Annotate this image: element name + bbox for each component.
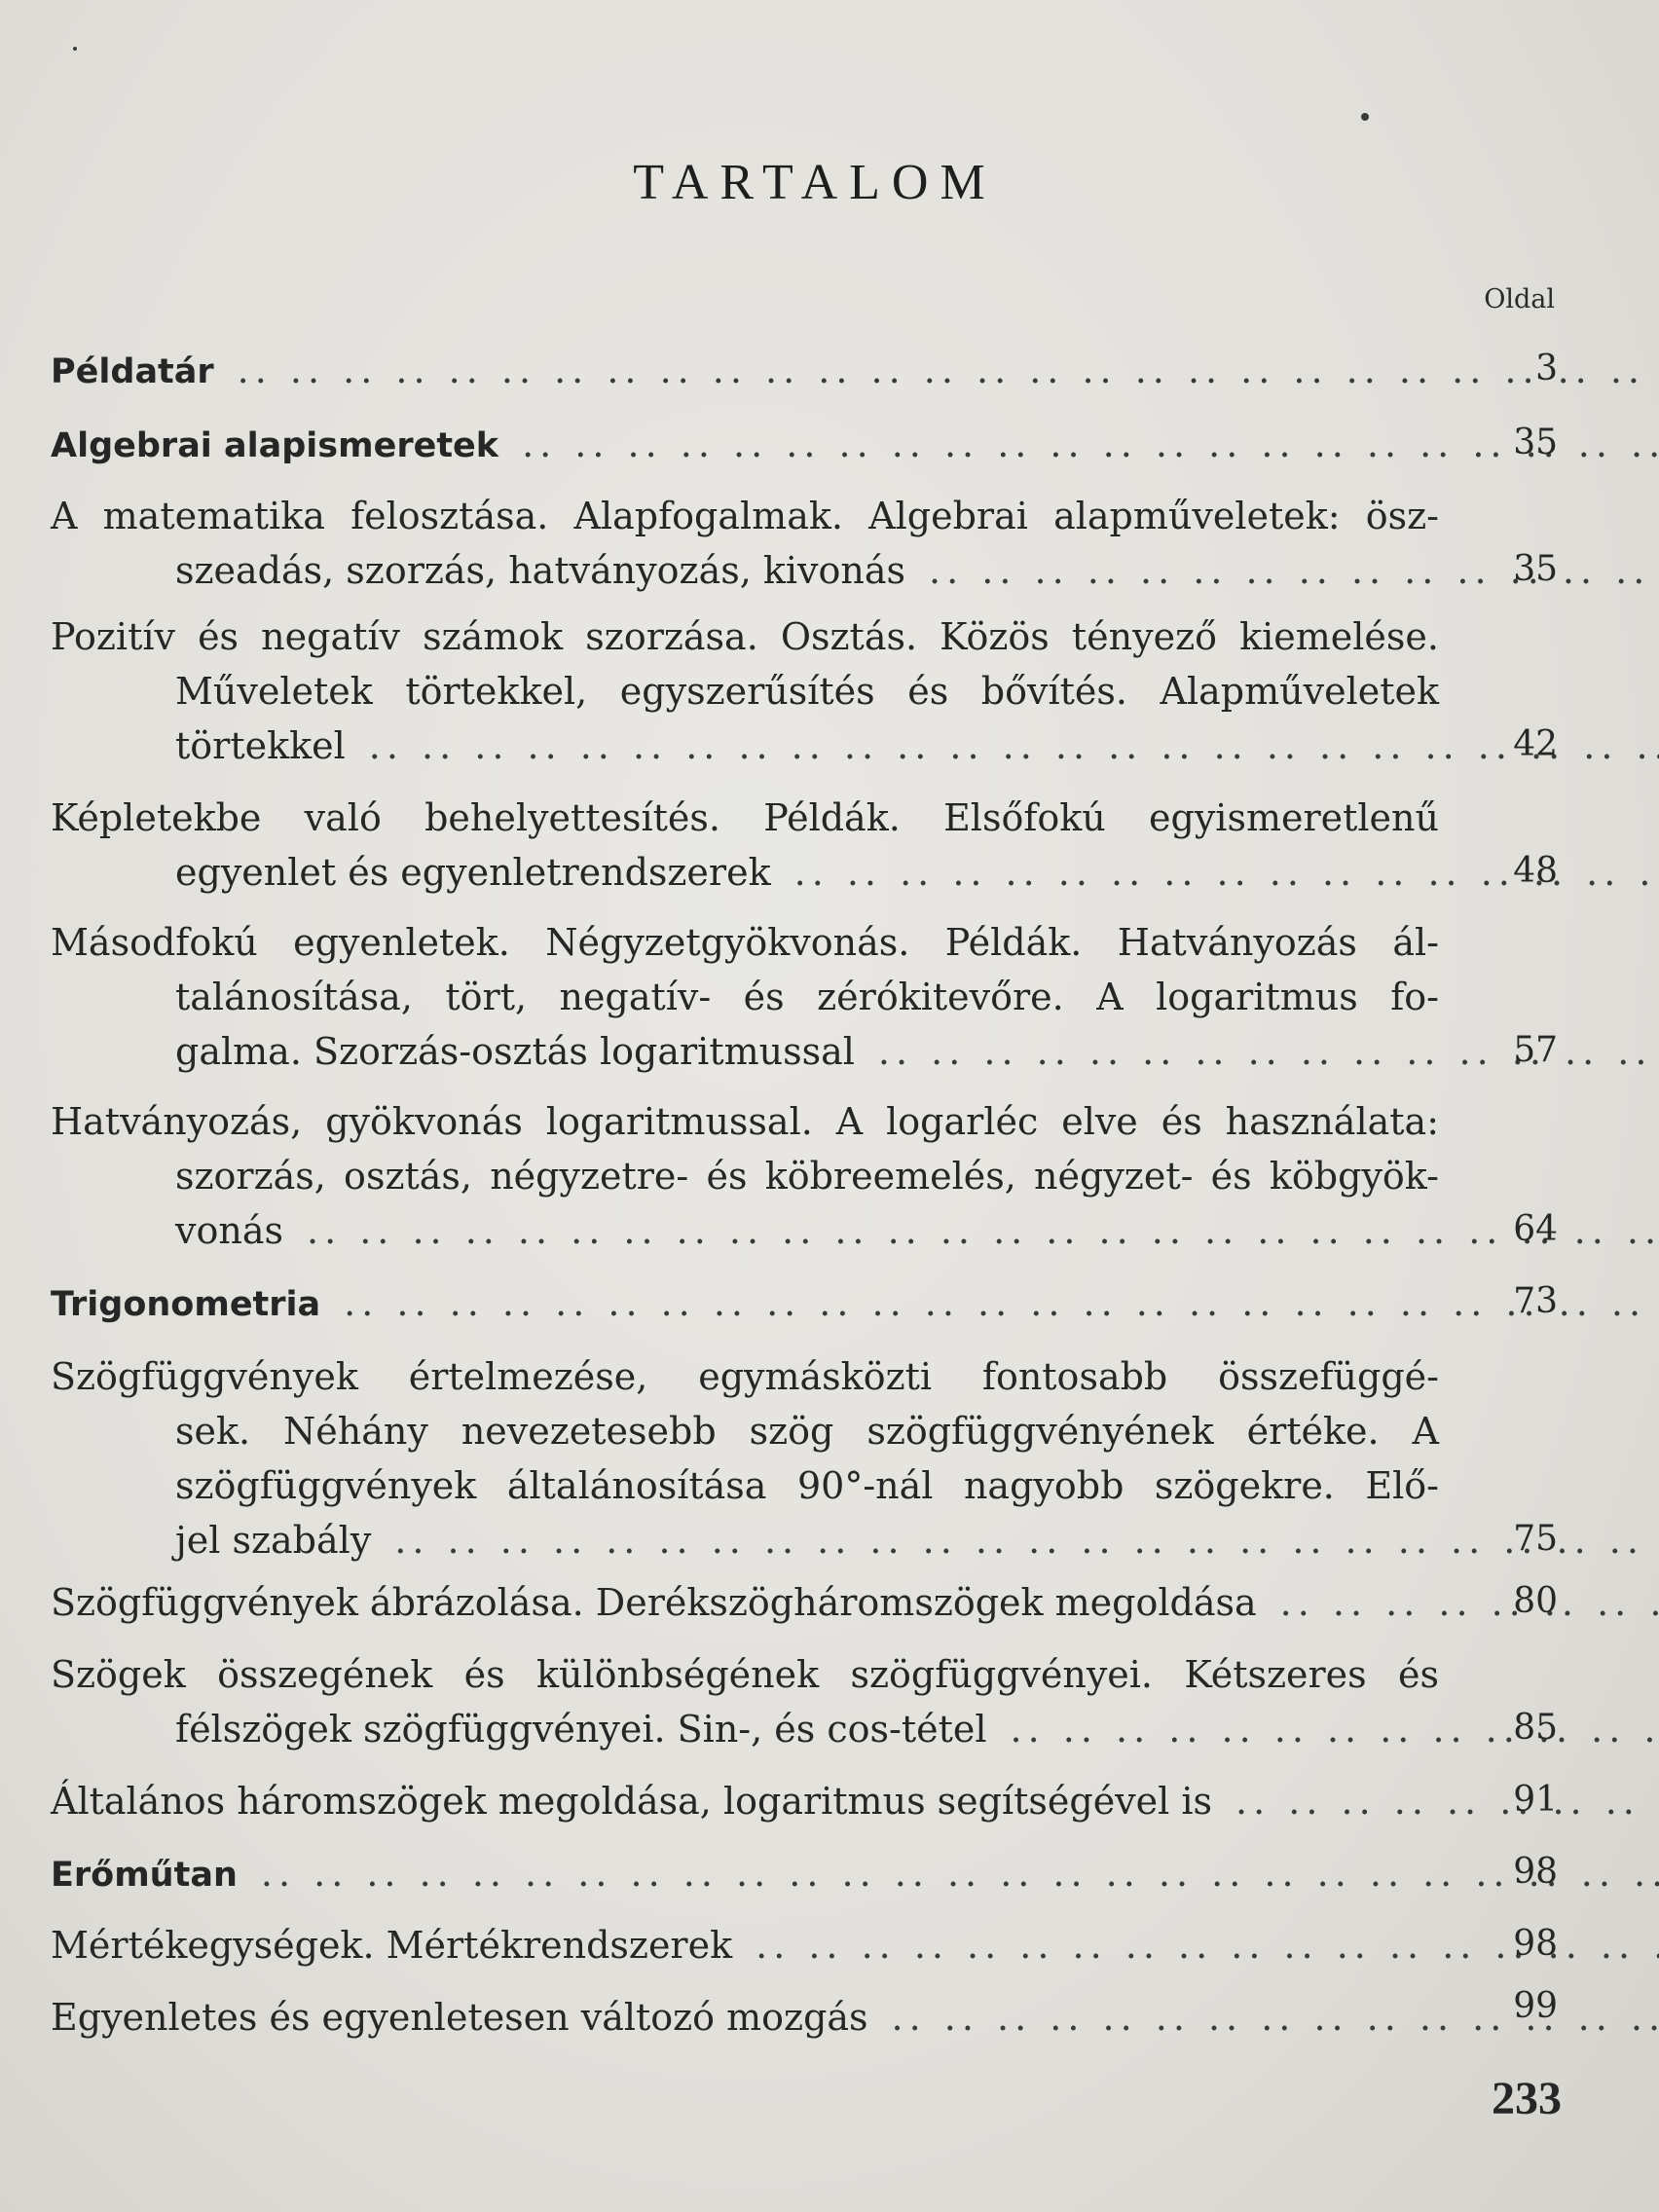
toc-entry-line: A matematika felosztása. Alapfogalmak. Algebrai alapműveletek: ösz-: [51, 495, 1439, 537]
toc-entry-line: sek. Néhány nevezetesebb szög szögfüggvényének értéke. A: [175, 1410, 1439, 1453]
ink-speck: [1361, 113, 1369, 121]
toc-entry: [51, 1990, 1439, 2045]
toc-entry: [51, 1094, 1439, 1258]
page-title: TARTALOM: [633, 155, 997, 210]
toc-page-number: 64: [1513, 1209, 1558, 1249]
toc-entry-line: [51, 1513, 1439, 1567]
toc-entry-line: szorzás, osztás, négyzetre- és köbreemelés, négyzet- és köbgyök-: [175, 1155, 1439, 1198]
toc-entry-line: Másodfokú egyenletek. Négyzetgyökvonás. Példák. Hatványozás ál-: [51, 921, 1439, 964]
toc-entry: [51, 1918, 1439, 1972]
toc-entry-text: törtekkel: [175, 724, 346, 767]
toc-entry-text: jel szabály: [175, 1519, 372, 1562]
dot-leader: [369, 724, 1659, 767]
toc-page-number: 42: [1513, 724, 1558, 764]
toc-entry-line: Műveletek törtekkel, egyszerűsítés és bővítés. Alapműveletek: [175, 670, 1439, 713]
toc-entry-line: [51, 543, 1439, 598]
toc-entry-line: szögfüggvények általánosítása 90°-nál nagyobb szögekre. Elő-: [175, 1464, 1439, 1507]
toc-page-number: 3: [1535, 349, 1558, 388]
toc-entry-line: [51, 1575, 1439, 1630]
dot-leader: [1280, 1581, 1659, 1624]
toc-entry: [51, 489, 1439, 598]
toc-page-number: 91: [1513, 1780, 1558, 1820]
toc-entry-line: Képletekbe való behelyettesítés. Példák. Elsőfokú egyismeretlenű: [51, 796, 1439, 839]
dot-leader: [522, 423, 1659, 465]
ink-speck: [73, 47, 77, 51]
toc-entry-line: [51, 1203, 1439, 1258]
toc-entry-text: Trigonometria: [51, 1285, 321, 1324]
toc-section-heading: [51, 1275, 1439, 1332]
toc-entry-line: [51, 1918, 1439, 1972]
toc-entry: [51, 791, 1439, 900]
toc-page-number: 75: [1513, 1519, 1558, 1559]
toc-page-number: 80: [1513, 1581, 1558, 1621]
toc-entry-line: [51, 343, 1439, 399]
toc-entry-line: talánosítása, tört, negatív- és zérókitevőre. A logaritmus fo-: [175, 976, 1439, 1018]
toc-entry-line: [51, 1024, 1439, 1079]
toc-entry: [51, 1774, 1439, 1828]
toc-entry-text: Általános háromszögek megoldása, logaritmus segítségével is: [51, 1780, 1213, 1823]
dot-leader: [307, 1209, 1659, 1252]
page-number: 233: [1492, 2073, 1562, 2124]
toc-entry-text: egyenlet és egyenletrendszerek: [175, 851, 771, 894]
toc-entry-text: Mértékegységek. Mértékrendszerek: [51, 1924, 733, 1967]
toc-page-number: 98: [1513, 1924, 1558, 1964]
dot-leader: [238, 349, 1659, 391]
dot-leader: [1235, 1780, 1659, 1823]
toc-entry-text: Egyenletes és egyenletesen változó mozgás: [51, 1996, 868, 2039]
toc-entry-text: vonás: [175, 1209, 283, 1252]
toc-entry-line: [51, 845, 1439, 900]
dot-leader: [261, 1852, 1659, 1895]
toc-page-number: 35: [1513, 549, 1558, 589]
toc-entry-line: [51, 1990, 1439, 2045]
toc-entry-text: félszögek szögfüggvényei. Sin-, és cos-tétel: [175, 1708, 987, 1751]
toc-page-number: 73: [1513, 1281, 1558, 1321]
toc-entry: [51, 1349, 1439, 1567]
toc-section-heading: [51, 417, 1439, 473]
toc-entry: [51, 915, 1439, 1079]
toc-entry-text: Erőműtan: [51, 1856, 238, 1895]
toc-page-number: 85: [1513, 1708, 1558, 1748]
toc-page-number: 99: [1513, 1986, 1558, 2026]
toc-page-number: 98: [1513, 1852, 1558, 1892]
toc-entry-text: szeadás, szorzás, hatványozás, kivonás: [175, 549, 906, 592]
toc-section-heading: [51, 1846, 1439, 1902]
toc-entry-text: Szögfüggvények ábrázolása. Derékszögháromszögek megoldása: [51, 1581, 1257, 1624]
toc-entry-line: Hatványozás, gyökvonás logaritmussal. A logarléc elve és használata:: [51, 1100, 1439, 1143]
toc-entry-line: [51, 1846, 1439, 1902]
toc-entry: [51, 1575, 1439, 1630]
toc-section-heading: [51, 343, 1439, 399]
dot-leader: [1011, 1708, 1659, 1751]
toc-entry-line: [51, 1774, 1439, 1828]
toc-page-number: 57: [1513, 1030, 1558, 1070]
toc-entry-text: galma. Szorzás-osztás logaritmussal: [175, 1030, 855, 1073]
toc-entry-line: [51, 1702, 1439, 1756]
dot-leader: [344, 1281, 1659, 1324]
toc-entry: [51, 609, 1439, 773]
page-column-header: Oldal: [1484, 284, 1555, 314]
toc-entry-line: [51, 1275, 1439, 1332]
toc-page-number: 35: [1513, 423, 1558, 462]
toc-entry-line: Szögfüggvények értelmezése, egymásközti fontosabb összefüggé-: [51, 1355, 1439, 1398]
toc-entry-line: [51, 417, 1439, 473]
dot-leader: [394, 1519, 1659, 1562]
toc-page-number: 48: [1513, 851, 1558, 891]
toc-entry-text: Algebrai alapismeretek: [51, 426, 499, 465]
toc-entry-line: Szögek összegének és különbségének szögfüggvényei. Kétszeres és: [51, 1653, 1439, 1696]
toc-entry-text: Példatár: [51, 352, 214, 391]
toc-entry-line: [51, 719, 1439, 773]
toc-entry-line: Pozitív és negatív számok szorzása. Osztás. Közös tényező kiemelése.: [51, 615, 1439, 658]
toc-entry: [51, 1647, 1439, 1756]
